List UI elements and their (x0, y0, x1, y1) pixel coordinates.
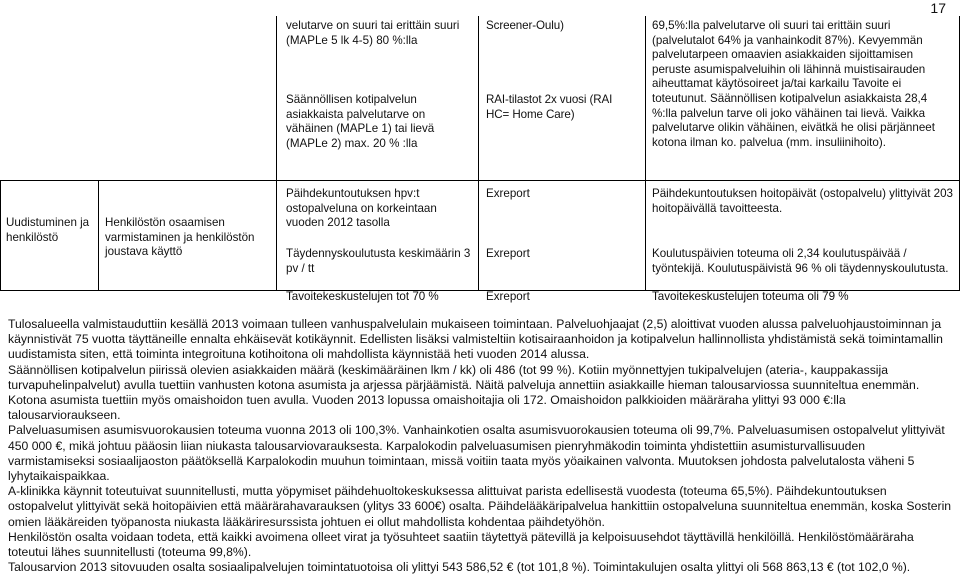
table-rule (276, 16, 277, 290)
table-rule (645, 16, 646, 290)
outcome-cell: 69,5%:lla palvelutarve oli suuri tai erittäin suuri (palvelutalot 64% ja vanhainkodit 87%). Kevyemmän palvelutarpeen omaavien asiakkaiden sijoittamisen peruste asumispalveluihin oli lähinnä muistisairauden aiheuttamat käytösoireet ja/tai karkailu Tavoite ei toteutunut. Säännöllisen kotipalvelun asiakkaista 28,4 %:lla palvelun tarve oli joko vähäinen tai lievä. Vaikka palvelutarve olikin vähäinen, eivätkä he olisi pärjänneet kotona ilman ko. palvelua (mm. insuliinihoito). (652, 19, 935, 149)
measure-cell: Exreport (486, 187, 530, 200)
measure-cell: Screener-Oulu) (486, 19, 564, 32)
measure-cell: Exreport (486, 290, 530, 303)
paragraph: Säännöllisen kotipalvelun piirissä olevien asiakkaiden määrä (keskimääräinen lkm / kk) oli 486 (tot 99 %). Kotiin myönnettyjen tukipalvelujen (ateria-, kauppakassija turvapuhelinpalvelut) avulla tuettiin vanhusten kotona asumista ja arjessa pärjäämistä. Näitä palveluja annettiin asiakkaille hieman talousarviossa suunniteltua enemmän. Kotona asumista tuettiin myös omaishoidon tuen avulla. Vuoden 2013 lopussa omaishoitajia oli 172. Omaishoidon palkkioiden määräraha ylittyi 93 000 €:lla talousarvioraukseen. (8, 362, 920, 423)
results-table (0, 16, 960, 306)
perspective-cell: Uudistuminen ja henkilöstö (6, 216, 90, 244)
paragraph: Tulosalueella valmistauduttiin kesällä 2013 voimaan tulleen vanhuspalvelulain mukaiseen toimintaan. Palveluohjaajat (2,5) aloittivat vuoden alussa palveluohjaustoiminnan ja käynnistivät 75 vuotta täyttäneille ennalta ehkäisevät kotikäynnit. Edellisten lisäksi valmisteltiin kotisairaanhoidon ja kotipalvelun hallinnollista yhdistämistä sekä toimintamallin uudistamista siten, että toiminta integroituna kotihoitona oli mahdollista käynnistää heti vuoden 2014 alussa. (8, 317, 943, 362)
target-cell: Päihdekuntoutuksen hpv:t ostopalveluna on korkeintaan vuoden 2012 tasolla (286, 187, 437, 230)
paragraph: A-klinikka käynnit toteutuivat suunnitellusti, mutta yöpymiset päihdehuoltokeskuksessa alittuivat parista edellisestä vuodesta (toteuma 65,5%). Päihdekuntoutuksen ostopalvelut ylittyivät sekä hoitopäivien että määrärahavarauksen (ylitys 33 600€) osalta. Päihdelääkäripalvelua hankittiin ostopalveluna suunniteltua enemmän, koska Sosterin omien lääkäreiden työpanosta niukasta lääkäriresurssista johtuen ei ollut mahdollista kohdentaa päihdetyöhön. (8, 484, 952, 529)
target-cell: velutarve on suuri tai erittäin suuri (MAPLe 5 lk 4-5) 80 %:lla (286, 19, 460, 47)
target-cell: Säännöllisen kotipalvelun asiakkaista palvelutarve on vähäinen (MAPLe 1) tai lievä (MAPLe 2) max. 20 % :lla (286, 93, 435, 150)
paragraph: Palveluasumisen asumisvuorokausien toteuma vuonna 2013 oli 100,3%. Vanhainkotien osalta asumisvuorokausien toteuma oli 99,7%. Palveluasumisen ostopalvelut ylittyivät 450 000 €, mikä johtuu pääosin liian niukasta talousarviovarauksesta. Karpalokodin palveluasumisen pienryhmäkodin toiminta yhdistettiin asumisturvallisuuden varmistamiseksi sosiaalijaoston päätöksellä Karpalokodin muuhun toimintaan, missä voitiin taata myös yöaikainen valvonta. Muutoksen johdosta palvelutalosta väheni 5 lyhytaikaispaikkaa. (8, 423, 945, 484)
paragraph: Talousarvion 2013 sitovuuden osalta sosiaalipalvelujen toimintatuotoisa oli ylittyi 543 586,52 € (tot 101,8 %). Toimintakulujen osalta ylittyi oli 568 863,13 € (tot 102,0 %). (8, 560, 911, 575)
body-text (8, 317, 952, 575)
target-cell: Tavoitekeskustelujen tot 70 % (286, 290, 439, 303)
goal-cell: Henkilöstön osaamisen varmistaminen ja henkilöstön joustava käyttö (105, 216, 255, 259)
measure-cell: Exreport (486, 247, 530, 260)
measure-cell: RAI-tilastot 2x vuosi (RAI HC= Home Care) (486, 93, 613, 121)
table-rule (0, 180, 1, 290)
table-rule (478, 16, 479, 290)
target-cell: Täydennyskoulutusta keskimäärin 3 pv / tt (286, 247, 471, 275)
table-rule (98, 180, 99, 290)
table-rule (0, 180, 960, 181)
page-number: 17 (930, 0, 946, 16)
outcome-cell: Päihdekuntoutuksen hoitopäivät (ostopalvelu) ylittyivät 203 hoitopäivällä tavoitteesta. (652, 187, 953, 215)
paragraph: Henkilöstön osalta voidaan todeta, että kaikki avoimena olleet virat ja työsuhteet saatiin täytettyä pätevillä ja kelpoisuusehdot täyttävillä henkilöillä. Henkilöstömääräraha toteutui lähes suunnitellusti (toteuma 99,8%). (8, 529, 914, 560)
outcome-cell: Tavoitekeskustelujen toteuma oli 79 % (652, 290, 849, 303)
outcome-cell: Koulutuspäivien toteuma oli 2,34 koulutuspäivää / työntekijä. Koulutuspäivistä 96 % oli täydennyskoulutusta. (652, 247, 949, 275)
